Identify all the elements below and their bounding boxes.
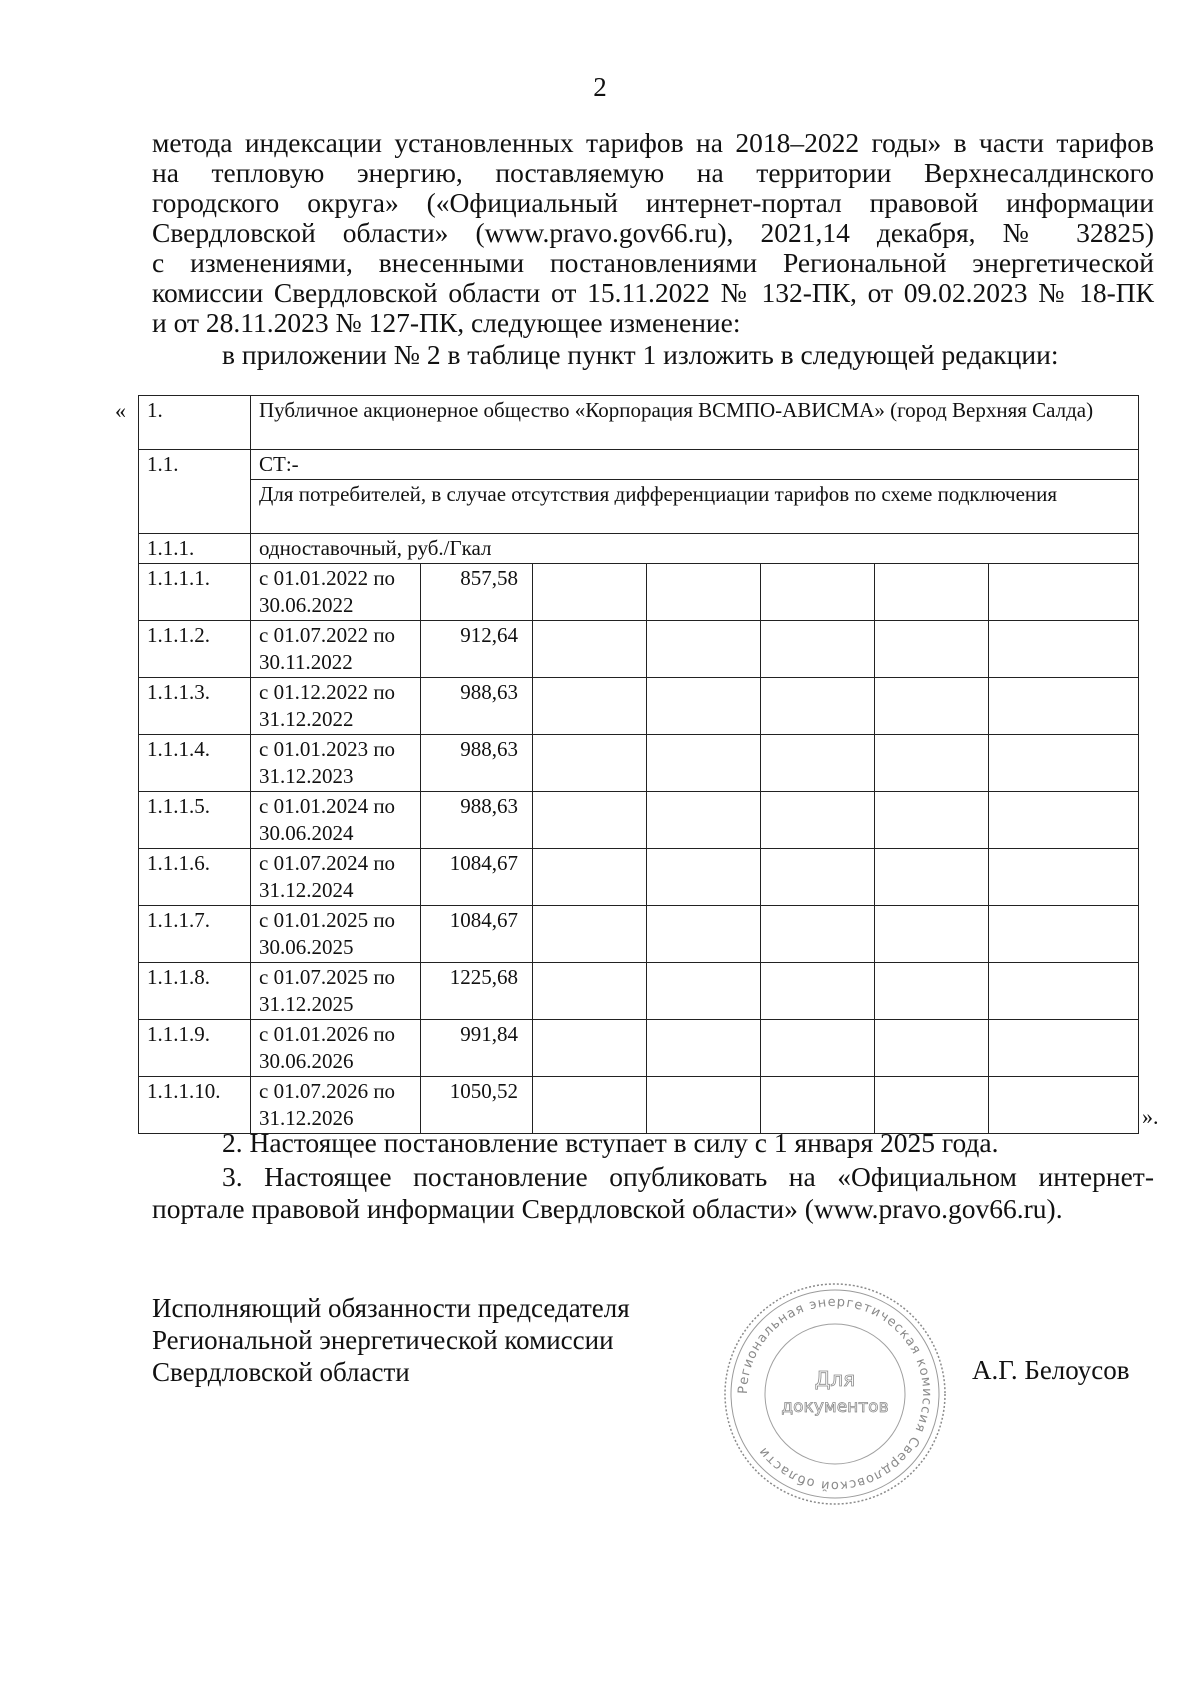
page-number: 2 xyxy=(593,72,607,102)
empty-cell xyxy=(533,1020,647,1077)
empty-cell xyxy=(761,849,875,906)
empty-cell xyxy=(533,678,647,735)
tariff-type: СТ:- xyxy=(251,450,1139,480)
empty-cell xyxy=(533,906,647,963)
empty-cell xyxy=(647,906,761,963)
official-stamp xyxy=(715,1278,955,1510)
row-number: 1.1.1.3. xyxy=(139,678,251,735)
intro-line-2: на тепловую энергию, поставляемую на территории Верхнесалдинского xyxy=(152,157,1154,188)
period: с 01.01.2022 по 30.06.2022 xyxy=(251,564,421,621)
intro-line-5: с изменениями, внесенными постановлениями Региональной энергетической xyxy=(152,247,1154,278)
empty-cell xyxy=(875,963,989,1020)
empty-cell xyxy=(647,792,761,849)
signature-block xyxy=(152,1292,630,1388)
empty-cell xyxy=(761,621,875,678)
empty-cell xyxy=(875,564,989,621)
empty-cell xyxy=(533,564,647,621)
empty-cell xyxy=(875,621,989,678)
row-number: 1.1. xyxy=(139,450,251,534)
row-number: 1.1.1.5. xyxy=(139,792,251,849)
empty-cell xyxy=(875,1077,989,1134)
empty-cell xyxy=(989,963,1139,1020)
empty-cell xyxy=(875,849,989,906)
empty-cell xyxy=(989,678,1139,735)
table-row xyxy=(139,792,1139,849)
period: с 01.07.2026 по 31.12.2026 xyxy=(251,1077,421,1134)
period: с 01.01.2024 по 30.06.2024 xyxy=(251,792,421,849)
signer-title-line-3: Свердловской области xyxy=(152,1357,410,1387)
period: с 01.07.2024 по 31.12.2024 xyxy=(251,849,421,906)
empty-cell xyxy=(533,849,647,906)
empty-cell xyxy=(875,906,989,963)
period: с 01.01.2023 по 31.12.2023 xyxy=(251,735,421,792)
empty-cell xyxy=(761,906,875,963)
empty-cell xyxy=(647,621,761,678)
period: с 01.01.2026 по 30.06.2026 xyxy=(251,1020,421,1077)
empty-cell xyxy=(647,849,761,906)
table-row xyxy=(139,1020,1139,1077)
empty-cell xyxy=(533,735,647,792)
empty-cell xyxy=(533,792,647,849)
organization-name: Публичное акционерное общество «Корпорация ВСМПО-АВИСМА» (город Верхняя Салда) xyxy=(251,396,1139,450)
row-number: 1.1.1.8. xyxy=(139,963,251,1020)
empty-cell xyxy=(989,906,1139,963)
intro-line-4: Свердловской области» (www.pravo.gov66.ru), 2021,14 декабря, № 32825) xyxy=(152,217,1154,248)
period: с 01.07.2022 по 30.11.2022 xyxy=(251,621,421,678)
empty-cell xyxy=(989,621,1139,678)
intro-line-7: и от 28.11.2023 № 127-ПК, следующее изменение: xyxy=(152,307,741,338)
signer-name: А.Г. Белоусов xyxy=(972,1355,1130,1385)
table-row xyxy=(139,564,1139,621)
tariff-value: 988,63 xyxy=(421,792,533,849)
empty-cell xyxy=(989,849,1139,906)
row-number: 1.1.1.1. xyxy=(139,564,251,621)
empty-cell xyxy=(875,1020,989,1077)
consumer-group: Для потребителей, в случае отсутствия дифференциации тарифов по схеме подключения xyxy=(251,480,1139,534)
amendment-line: в приложении № 2 в таблице пункт 1 изложить в следующей редакции: xyxy=(222,339,1059,370)
tariff-value: 1084,67 xyxy=(421,849,533,906)
empty-cell xyxy=(875,678,989,735)
signer-title-line-1: Исполняющий обязанности председателя xyxy=(152,1293,630,1323)
row-number: 1.1.1.4. xyxy=(139,735,251,792)
tariff-unit: одноставочный, руб./Гкал xyxy=(251,534,1139,564)
empty-cell xyxy=(989,1077,1139,1134)
close-quote: ». xyxy=(1142,1104,1159,1129)
clause-3-line-2: портале правовой информации Свердловской области» (www.pravo.gov66.ru). xyxy=(152,1193,1063,1224)
empty-cell xyxy=(647,1077,761,1134)
signer-title-line-2: Региональной энергетической комиссии xyxy=(152,1325,614,1355)
tariff-value: 991,84 xyxy=(421,1020,533,1077)
empty-cell xyxy=(647,1020,761,1077)
svg-text:Региональная энергетическая ко xyxy=(736,1295,934,1493)
empty-cell xyxy=(647,963,761,1020)
intro-line-1: метода индексации установленных тарифов на 2018–2022 годы» в части тарифов xyxy=(152,127,1154,158)
row-number: 1.1.1.7. xyxy=(139,906,251,963)
tariff-value: 988,63 xyxy=(421,735,533,792)
table-row xyxy=(139,849,1139,906)
empty-cell xyxy=(761,792,875,849)
empty-cell xyxy=(989,1020,1139,1077)
empty-cell xyxy=(533,621,647,678)
tariff-table xyxy=(138,395,1139,1134)
stamp-ring-text: Региональная энергетическая комиссия Свердловской области xyxy=(735,1294,935,1494)
tariff-value: 857,58 xyxy=(421,564,533,621)
empty-cell xyxy=(647,564,761,621)
empty-cell xyxy=(989,564,1139,621)
empty-cell xyxy=(989,735,1139,792)
clause-3-line-1-indented: 3. Настоящее постановление опубликовать на «Официальном интернет- xyxy=(222,1161,1154,1192)
tariff-value: 1050,52 xyxy=(421,1077,533,1134)
empty-cell xyxy=(761,963,875,1020)
tariff-value: 1084,67 xyxy=(421,906,533,963)
empty-cell xyxy=(761,678,875,735)
intro-line-3: городского округа» («Официальный интернет-портал правовой информации xyxy=(152,187,1154,218)
table-row xyxy=(139,678,1139,735)
empty-cell xyxy=(875,735,989,792)
table-row-1-1-sub xyxy=(139,480,1139,534)
table-row xyxy=(139,735,1139,792)
table-row-1-1 xyxy=(139,450,1139,480)
clause-2: 2. Настоящее постановление вступает в силу с 1 января 2025 года. xyxy=(222,1127,999,1158)
empty-cell xyxy=(647,735,761,792)
table-row-1-1-1 xyxy=(139,534,1139,564)
empty-cell xyxy=(761,735,875,792)
empty-cell xyxy=(875,792,989,849)
stamp-center-line-1: Для xyxy=(814,1367,856,1391)
tariff-value: 988,63 xyxy=(421,678,533,735)
intro-line-6: комиссии Свердловской области от 15.11.2022 № 132-ПК, от 09.02.2023 № 18-ПК xyxy=(152,277,1154,308)
table-row xyxy=(139,621,1139,678)
open-quote: « xyxy=(115,398,126,423)
empty-cell xyxy=(989,792,1139,849)
empty-cell xyxy=(761,1020,875,1077)
period: с 01.07.2025 по 31.12.2025 xyxy=(251,963,421,1020)
stamp-center-line-2: документов xyxy=(781,1397,889,1417)
tariff-value: 1225,68 xyxy=(421,963,533,1020)
row-number: 1. xyxy=(139,396,251,450)
empty-cell xyxy=(761,564,875,621)
period: с 01.12.2022 по 31.12.2022 xyxy=(251,678,421,735)
table-row xyxy=(139,906,1139,963)
row-number: 1.1.1. xyxy=(139,534,251,564)
empty-cell xyxy=(533,1077,647,1134)
row-number: 1.1.1.6. xyxy=(139,849,251,906)
row-number: 1.1.1.2. xyxy=(139,621,251,678)
row-number: 1.1.1.9. xyxy=(139,1020,251,1077)
table-row-1 xyxy=(139,396,1139,450)
empty-cell xyxy=(761,1077,875,1134)
empty-cell xyxy=(533,963,647,1020)
tariff-value: 912,64 xyxy=(421,621,533,678)
table-row xyxy=(139,1077,1139,1134)
row-number: 1.1.1.10. xyxy=(139,1077,251,1134)
period: с 01.01.2025 по 30.06.2025 xyxy=(251,906,421,963)
empty-cell xyxy=(647,678,761,735)
table-row xyxy=(139,963,1139,1020)
